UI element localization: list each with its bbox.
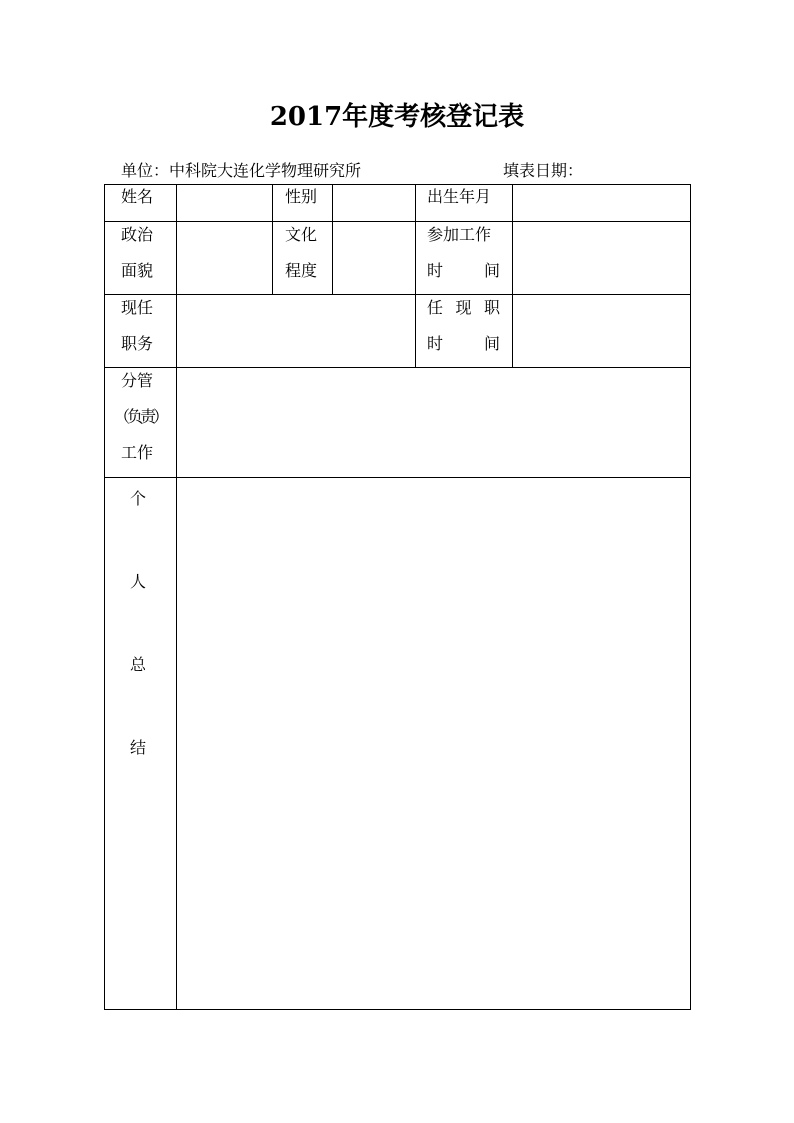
- name-label: 姓名: [121, 187, 154, 206]
- column-divider: [272, 184, 273, 294]
- position-time-char: 间: [483, 334, 500, 353]
- duty-label-line3: 工作: [121, 443, 154, 462]
- summary-label-char: 总: [130, 655, 147, 674]
- political-field[interactable]: [177, 222, 272, 294]
- position-time-label-line2: [427, 333, 500, 355]
- position-time-field[interactable]: [513, 295, 690, 367]
- summary-field[interactable]: [177, 478, 690, 1009]
- education-field[interactable]: [333, 222, 415, 294]
- education-label-line1: 文化: [285, 225, 318, 244]
- position-label-line1: 现任: [121, 298, 154, 317]
- column-divider: [415, 184, 416, 367]
- birth-field[interactable]: [513, 185, 690, 221]
- work-start-label-line2: [427, 260, 500, 282]
- duty-field[interactable]: [177, 368, 690, 477]
- table-border-left: [104, 184, 105, 1010]
- position-time-char: 职: [483, 298, 500, 317]
- fill-date-label: 填表日期：: [503, 161, 584, 180]
- political-label-line1: 政治: [121, 225, 154, 244]
- duty-label-line2: （负责）: [113, 407, 166, 426]
- table-border-bottom: [104, 1009, 691, 1010]
- position-field[interactable]: [177, 295, 415, 367]
- birth-label: 出生年月: [427, 187, 492, 206]
- gender-field[interactable]: [333, 185, 415, 221]
- work-start-label-line1: 参加工作: [427, 225, 492, 244]
- position-time-char: 时: [427, 334, 444, 353]
- gender-label: 性别: [285, 187, 318, 206]
- summary-label-char: 结: [130, 738, 147, 757]
- name-field[interactable]: [177, 185, 272, 221]
- work-start-field[interactable]: [513, 222, 690, 294]
- duty-label-line1: 分管: [121, 371, 154, 390]
- page-title: 2017年度考核登记表: [269, 102, 525, 132]
- position-label-line2: 职务: [121, 334, 154, 353]
- political-label-line2: 面貌: [121, 261, 154, 280]
- position-time-label-line1: [427, 297, 500, 319]
- position-time-char: 现: [455, 298, 472, 317]
- unit-label: 单位：中科院大连化学物理研究所: [121, 161, 362, 180]
- education-label-line2: 程度: [285, 261, 318, 280]
- work-start-char: 间: [483, 261, 500, 280]
- summary-label-char: 人: [130, 572, 147, 591]
- table-border-right: [690, 184, 691, 1010]
- summary-label-char: 个: [130, 489, 147, 508]
- work-start-char: 时: [427, 261, 444, 280]
- position-time-char: 任: [427, 298, 444, 317]
